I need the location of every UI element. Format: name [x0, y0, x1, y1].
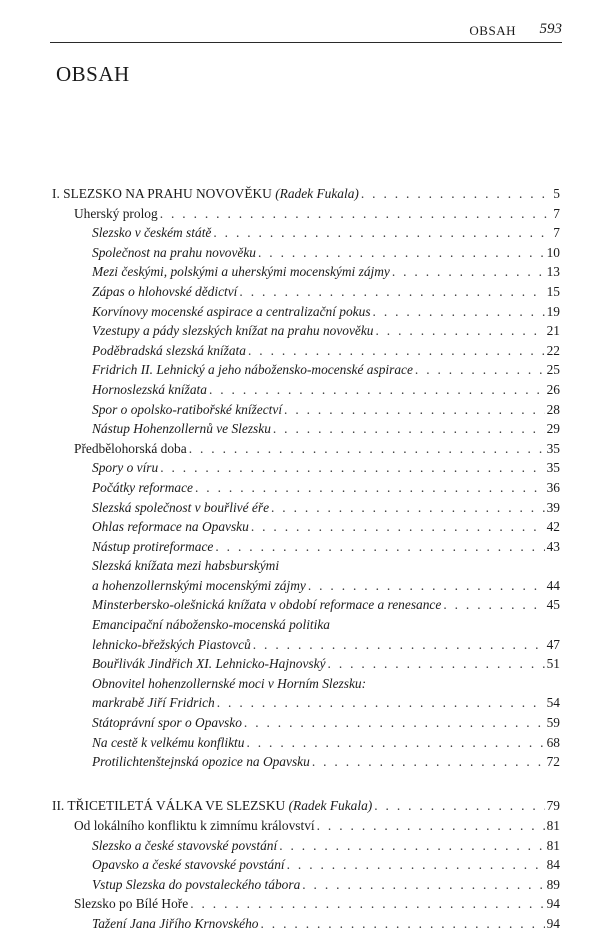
toc-item-continuation[interactable]	[52, 693, 560, 713]
dot-leader	[317, 816, 545, 836]
dot-leader	[328, 654, 545, 674]
toc-item-title: Bouřlivák Jindřich XI. Lehnicko-Hajnovský	[92, 656, 326, 672]
toc-item[interactable]	[52, 458, 560, 478]
toc-page-number: 35	[546, 460, 560, 476]
toc-page-number: 10	[546, 244, 560, 260]
dot-leader	[392, 262, 545, 282]
toc-item-title: Korvínovy mocenské aspirace a centralizační pokus	[92, 303, 371, 319]
page-number: 593	[539, 21, 562, 37]
dot-leader	[308, 576, 545, 596]
toc-page-number: 28	[546, 401, 560, 417]
toc-item[interactable]	[52, 517, 560, 537]
toc-page-number: 51	[546, 656, 560, 672]
toc-section-title: Slezsko po Bílé Hoře	[74, 896, 189, 912]
toc-item-title: Na cestě k velkému konfliktu	[92, 734, 245, 750]
toc-item[interactable]	[52, 855, 560, 875]
toc-item[interactable]	[52, 282, 560, 302]
toc-item-title: Tažení Jana Jiřího Krnovského	[92, 915, 259, 931]
dot-leader	[361, 184, 551, 204]
running-header-title: OBSAH	[469, 23, 516, 38]
toc-item-title: markrabě Jiří Fridrich	[92, 695, 215, 711]
toc-item[interactable]	[52, 400, 560, 420]
dot-leader	[195, 478, 545, 498]
toc-page-number: 45	[546, 597, 560, 613]
toc-page-number: 72	[546, 754, 560, 770]
toc-item-title: Ohlas reformace na Opavsku	[92, 519, 249, 535]
toc-item-title: Zápas o hlohovské dědictví	[92, 283, 238, 299]
toc-page-number: 94	[546, 896, 560, 912]
dot-leader	[273, 419, 545, 439]
dot-leader	[160, 204, 552, 224]
toc-item-title: Mezi českými, polskými a uherskými mocenskými zájmy	[92, 264, 390, 280]
dot-leader	[258, 243, 545, 263]
toc-item[interactable]	[52, 556, 560, 576]
toc-item-title: Obnovitel hohenzollernské moci v Horním Slezsku:	[92, 675, 367, 691]
toc-item-title: Opavsko a české stavovské povstání	[92, 857, 285, 873]
toc-page-number: 79	[546, 798, 560, 814]
dot-leader	[302, 875, 544, 895]
toc-page-number: 13	[546, 264, 560, 280]
toc-item-title: Spory o víru	[92, 460, 159, 476]
toc-page-number: 81	[546, 818, 560, 833]
toc-item[interactable]	[52, 302, 560, 322]
dot-leader	[239, 282, 544, 302]
toc-item-title: Vstup Slezska do povstaleckého tábora	[92, 876, 301, 892]
toc-page-number: 94	[546, 915, 560, 931]
toc-item-title: Minsterbersko-olešnická knížata v období reformace a renesance	[92, 597, 442, 613]
toc-section-title: Od lokálního konfliktu k zimnímu království	[74, 818, 315, 833]
toc-item[interactable]	[52, 380, 560, 400]
toc-page-number: 25	[546, 362, 560, 378]
dot-leader	[374, 796, 544, 816]
toc-page-number: 54	[546, 695, 560, 711]
toc-part[interactable]	[52, 184, 560, 204]
toc-page-number: 7	[553, 205, 560, 221]
toc-page-number: 21	[546, 323, 560, 339]
toc-item[interactable]	[52, 341, 560, 361]
toc-part-author: (Radek Fukala)	[288, 798, 373, 814]
dot-leader	[443, 595, 544, 615]
toc-section[interactable]	[52, 894, 560, 914]
toc-item[interactable]	[52, 537, 560, 557]
toc-page-number: 22	[546, 342, 560, 358]
toc-page-number: 84	[546, 857, 560, 873]
toc-page-number: 59	[546, 715, 560, 731]
toc-item-title: Nástup Hohenzollernů ve Slezsku	[92, 421, 271, 437]
toc-item[interactable]	[52, 498, 560, 518]
dot-leader	[209, 380, 545, 400]
toc-item-continuation[interactable]	[52, 576, 560, 596]
toc-section-title: Uherský prolog	[74, 205, 158, 221]
toc-item[interactable]	[52, 360, 560, 380]
toc-page-number: 43	[546, 538, 560, 554]
toc-page-number: 15	[546, 283, 560, 299]
table-of-contents	[52, 184, 560, 934]
toc-item[interactable]	[52, 836, 560, 856]
toc-section[interactable]	[52, 816, 560, 836]
toc-page-number: 39	[546, 499, 560, 515]
toc-page-number: 35	[546, 440, 560, 456]
dot-leader	[248, 341, 545, 361]
toc-page-number: 29	[546, 421, 560, 437]
toc-item[interactable]	[52, 223, 560, 243]
dot-leader	[160, 458, 544, 478]
toc-page-number: 44	[546, 577, 560, 593]
toc-part-title: I. SLEZSKO NA PRAHU NOVOVĚKU (Radek Fukala)	[52, 186, 359, 201]
toc-page-number: 5	[553, 186, 560, 201]
dot-leader	[284, 400, 545, 420]
toc-item[interactable]	[52, 914, 560, 934]
toc-page-number: 7	[553, 225, 560, 241]
toc-section-title: Předbělohorská doba	[74, 440, 187, 456]
running-header	[50, 20, 562, 43]
toc-part-title: II. TŘICETILETÁ VÁLKA VE SLEZSKU (Radek Fukala)	[52, 798, 373, 814]
dot-leader	[279, 836, 544, 856]
toc-item[interactable]	[52, 733, 560, 753]
toc-item-title: a hohenzollernskými mocenskými zájmy	[92, 577, 306, 593]
toc-item[interactable]	[52, 595, 560, 615]
toc-item-title: lehnicko-břežských Piastovců	[92, 636, 251, 652]
dot-leader	[215, 537, 544, 557]
toc-page-number: 36	[546, 479, 560, 495]
toc-item-title: Nástup protireformace	[92, 538, 214, 554]
toc-item[interactable]	[52, 713, 560, 733]
toc-item-title: Fridrich II. Lehnický a jeho nábožensko-mocenské aspirace	[92, 362, 413, 378]
toc-part-author: (Radek Fukala)	[275, 186, 359, 201]
dot-leader	[244, 713, 545, 733]
toc-item-title: Vzestupy a pády slezských knížat na prahu novověku	[92, 323, 374, 339]
toc-section[interactable]	[52, 439, 560, 459]
page-title: OBSAH	[56, 62, 130, 86]
toc-item[interactable]	[52, 615, 560, 635]
toc-item-title: Poděbradská slezská knížata	[92, 342, 246, 358]
toc-item-title: Státoprávní spor o Opavsko	[92, 715, 242, 731]
toc-page-number: 68	[546, 734, 560, 750]
toc-item-title: Hornoslezská knížata	[92, 381, 207, 397]
dot-leader	[251, 517, 545, 537]
toc-item-title: Slezská společnost v bouřlivé éře	[92, 499, 270, 515]
toc-item[interactable]	[52, 875, 560, 895]
dot-leader	[190, 894, 544, 914]
toc-item[interactable]	[52, 478, 560, 498]
toc-item-title: Spor o opolsko-ratibořské knížectví	[92, 401, 283, 417]
toc-item-title: Slezsko v českém státě	[92, 225, 212, 241]
toc-item[interactable]	[52, 674, 560, 694]
dot-leader	[376, 321, 545, 341]
toc-item-title: Slezská knížata mezi habsburskými	[92, 558, 280, 574]
toc-page-number: 47	[546, 636, 560, 652]
toc-item[interactable]	[52, 321, 560, 341]
dot-leader	[287, 855, 545, 875]
dot-leader	[415, 360, 545, 380]
toc-page-number: 89	[546, 876, 560, 892]
dot-leader	[261, 914, 545, 934]
toc-part[interactable]	[52, 796, 560, 816]
toc-item-title: Protilichtenštejnská opozice na Opavsku	[92, 754, 310, 770]
dot-leader	[217, 693, 545, 713]
toc-item[interactable]	[52, 654, 560, 674]
toc-page-number: 81	[546, 837, 560, 853]
toc-item-title: Společnost na prahu novověku	[92, 244, 256, 260]
toc-section[interactable]	[52, 204, 560, 224]
toc-item-title: Emancipační nábožensko-mocenská politika	[92, 617, 330, 633]
toc-item-continuation[interactable]	[52, 635, 560, 655]
toc-item[interactable]	[52, 243, 560, 263]
dot-leader	[373, 302, 545, 322]
dot-leader	[246, 733, 544, 753]
toc-page-number: 42	[546, 519, 560, 535]
toc-item-title: Slezsko a české stavovské povstání	[92, 837, 278, 853]
toc-item[interactable]	[52, 419, 560, 439]
toc-page-number: 19	[546, 303, 560, 319]
dot-leader	[253, 635, 545, 655]
dot-leader	[312, 752, 545, 772]
dot-leader	[271, 498, 545, 518]
dot-leader	[213, 223, 551, 243]
toc-item-title: Počátky reformace	[92, 479, 194, 495]
toc-item[interactable]	[52, 262, 560, 282]
dot-leader	[189, 439, 545, 459]
toc-item[interactable]	[52, 752, 560, 772]
toc-page-number: 26	[546, 381, 560, 397]
